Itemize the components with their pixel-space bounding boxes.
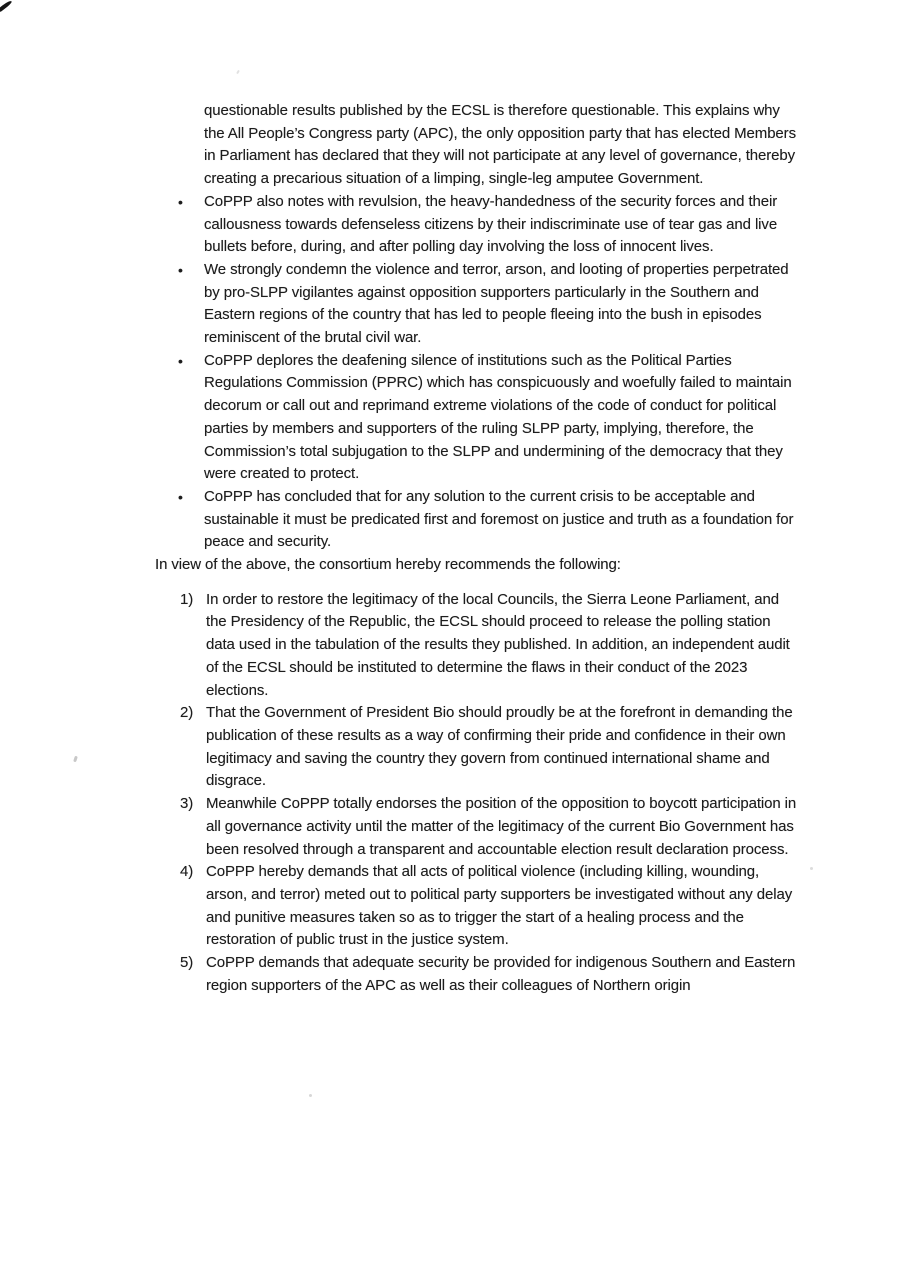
recommendation-item [180,861,803,952]
recommendation-item [180,702,803,793]
scan-speck [73,756,78,763]
bullet-marker: • [178,261,183,278]
recommendation-text: CoPPP demands that adequate security be provided for indigenous Southern and Eastern region supporters of the APC as well as their colleagues of Northern origin [206,954,796,994]
continued-paragraph: questionable results published by the ECSL is therefore questionable. This explains why the All People’s Congress party (APC), the only opposition party that has elected Members in Parliament has declared that they will not participate at any level of governance, thereby creating a precarious situation of a limping, single-leg amputee Government. [204,102,796,188]
bullet-marker: • [178,352,183,369]
number-marker: 3) [180,795,194,813]
scan-speck [309,1094,312,1097]
recommendation-item [180,793,803,861]
recommendation-item [180,952,803,997]
scan-speck [236,70,240,74]
bullet-text: CoPPP has concluded that for any solution to the current crisis to be acceptable and sustainable it must be predicated first and foremost on justice and truth as a foundation for peace and security. [204,487,794,551]
bullet-text: We strongly condemn the violence and terror, arson, and looting of properties perpetrated by pro-SLPP vigilantes against opposition supporters particularly in the Southern and Eastern regions of the country that has led to people fleeing into the bush in episodes reminiscent of the brutal civil war. [204,260,789,347]
bullet-item [178,350,801,486]
bullet-list [155,191,803,554]
recommendation-item [180,589,803,703]
bullet-text: CoPPP also notes with revulsion, the heavy-handedness of the security forces and their callousness towards defenseless citizens by their indiscriminate use of tear gas and live bullets before, during, and after polling day involving the loss of innocent lives. [204,192,778,256]
scan-speck [810,867,813,870]
bullet-marker: • [178,193,183,210]
number-marker: 4) [180,863,194,881]
recommendation-text: In order to restore the legitimacy of the local Councils, the Sierra Leone Parliament, and the Presidency of the Republic, the ECSL should proceed to release the polling station data used in the tabulation of the results they published. In addition, an independent audit of the ECSL should be instituted to determine the flaws in their conduct of the 2023 elections. [206,590,790,699]
number-marker: 5) [180,954,194,972]
number-marker: 2) [180,704,194,722]
document-content [155,100,803,997]
recommendation-text: That the Government of President Bio should proudly be at the forefront in demanding the publication of these results as a way of confirming their pride and confidence in their own legitimacy and saving the country they govern from continued international shame and disgrace. [206,704,793,790]
recommendation-text: CoPPP hereby demands that all acts of political violence (including killing, wounding, arson, and terror) meted out to political party supporters be investigated without any delay and punitive measures taken so as to trigger the start of a healing process and the restoration of public trust in the justice system. [206,863,793,949]
bullet-item [178,191,801,259]
scan-corner-artifact [0,0,13,13]
bullet-item [178,486,801,554]
recommendations-list [155,589,803,998]
recommendation-text: Meanwhile CoPPP totally endorses the position of the opposition to boycott participation in all governance activity until the matter of the legitimacy of the current Bio Government has been resolved through a transparent and accountable election result declaration process. [206,795,797,858]
bullet-item [178,259,801,350]
bullet-text: CoPPP deplores the deafening silence of institutions such as the Political Parties Regulations Commission (PPRC) which has conspicuously and woefully failed to maintain decorum or call out and reprimand extreme violations of the code of conduct for political parties by members and supporters of the ruling SLPP party, implying, therefore, the Commission’s total subjugation to the SLPP and undermining of the democracy that they were created to protect. [204,351,792,483]
bullet-marker: • [178,488,183,505]
number-marker: 1) [180,590,194,608]
recommendations-intro: In view of the above, the consortium hereby recommends the following: [155,556,621,574]
